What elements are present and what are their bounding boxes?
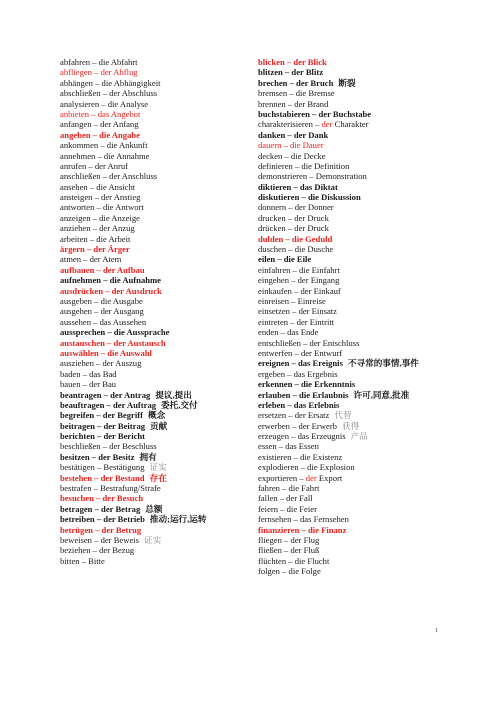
word-entry: ergeben – das Ergebnis (258, 368, 338, 379)
translation-note: 获得 (341, 420, 360, 431)
word-entry: ausdrücken – der Ausdruck (60, 285, 162, 296)
word-entry: decken – die Decke (258, 150, 326, 161)
word-entry: berichten – der Bericht (60, 431, 146, 442)
word-entry: danken – der Dank (258, 129, 329, 140)
word-entry: buchstabieren – der Buchstabe (258, 108, 372, 119)
word-entry: einkaufen – der Einkauf (258, 285, 341, 296)
word-entry: demonstrieren – Demonstration (258, 171, 367, 182)
translation-note: 概念 (147, 410, 166, 421)
word-entry: anrufen – der Anruf (60, 160, 129, 171)
word-entry: diktieren – das Diktat (258, 181, 338, 192)
word-entry (60, 535, 206, 545)
page-number: 1 (435, 628, 438, 634)
word-entry: bestrafen – Bestrafung/Strafe (60, 483, 161, 494)
word-entry: analysieren – die Analyse (60, 98, 149, 109)
word-entry: eintreten – der Eintritt (258, 316, 335, 327)
word-pair-text: erlauben – die Erlaubnis (258, 389, 349, 400)
word-entry: drücken – der Druck (258, 223, 329, 234)
word-entry: annehmen – die Annahme (60, 150, 150, 161)
word-entry (258, 410, 419, 420)
word-entry: eingehen – der Eingang (258, 275, 340, 286)
translation-note: 总额 (145, 503, 163, 514)
translation-note: 推动;运行,运转 (149, 514, 207, 525)
translation-note: 许可,同意,批准 (353, 389, 410, 400)
word-entry: flüchten – die Flucht (258, 555, 330, 566)
translation-note: 委托,交付 (161, 399, 198, 410)
word-pair-text: betragen – der Betrag (60, 503, 141, 514)
word-entry: brennen – der Brand (258, 98, 329, 109)
word-entry: finanzieren – die Finanz (258, 524, 347, 535)
word-entry: auswählen – die Auswahl (60, 347, 152, 358)
translation-note: 证实 (144, 534, 162, 545)
word-entry: fallen – der Fall (258, 493, 313, 504)
translation-note: 证实 (149, 462, 167, 473)
word-entry (60, 390, 206, 400)
word-entry: bitten – Bitte (60, 555, 105, 566)
word-entry (60, 400, 206, 410)
word-pair-text: erwerben – der Erwerb (258, 420, 337, 431)
word-entry: bauen – der Bau (60, 379, 117, 390)
word-list-left-column (60, 57, 206, 566)
word-entry: enden – das Ende (258, 327, 319, 338)
word-list-right-column (258, 57, 419, 577)
word-entry: folgen – die Folge (258, 566, 321, 577)
translation-note: 代替 (334, 410, 352, 421)
word-entry: erleben – das Erlebnis (258, 399, 340, 410)
word-entry (60, 410, 206, 420)
word-entry: donnern – der Donner (258, 202, 334, 213)
word-entry: abhängen – die Abhängigkeit (60, 77, 161, 88)
word-entry: ausgehen – der Ausgang (60, 306, 144, 317)
word-entry: abschließen – der Abschluss (60, 88, 158, 99)
word-entry: entwerfen – der Entwurf (258, 347, 343, 358)
word-entry: anfangen – der Anfang (60, 119, 139, 130)
word-pair-text: erzeugen – das Erzeugnis (258, 431, 346, 442)
word-entry: eilen – die Eile (258, 254, 312, 265)
word-entry: duschen – die Dusche (258, 244, 334, 255)
word-entry: anziehen – der Anzug (60, 223, 135, 234)
translation-note: 不寻常的事情,事件 (347, 358, 419, 369)
word-entry (60, 462, 206, 472)
word-entry: einsetzen – der Einsatz (258, 306, 337, 317)
translation-note: 拥有 (139, 451, 157, 462)
word-entry: bremsen – die Bremse (258, 88, 335, 99)
translation-note: 贡献 (150, 420, 168, 431)
word-entry: anbieten – das Angebot (60, 108, 141, 119)
word-entry (60, 452, 206, 462)
word-entry: fliegen – der Flug (258, 534, 320, 545)
word-entry: betrügen – der Betrug (60, 524, 142, 535)
word-entry: feiern – die Feier (258, 503, 317, 514)
word-entry (258, 421, 419, 431)
word-entry: explodieren – die Explosion (258, 462, 355, 473)
word-entry: dauern – die Dauer (258, 140, 324, 151)
word-entry: ansteigen – der Anstieg (60, 192, 141, 203)
word-entry: abfliegen – der Abflug (60, 67, 138, 78)
word-entry: beziehen – der Bezug (60, 545, 135, 556)
word-entry: anschließen – der Anschluss (60, 171, 158, 182)
translation-note: 产品 (350, 431, 368, 442)
word-pair-text: besitzen – der Besitz (60, 451, 135, 462)
word-entry: antworten – die Antwort (60, 202, 144, 213)
word-entry: besuchen – der Besuch (60, 493, 144, 504)
word-pair-text: beitragen – der Beitrag (60, 420, 146, 431)
word-entry: baden – das Bad (60, 368, 117, 379)
word-entry: fließen – der Fluß (258, 545, 320, 556)
word-entry: einfahren – die Einfahrt (258, 264, 340, 275)
word-entry: essen – das Essen (258, 441, 319, 452)
word-entry: angeben – die Angabe (60, 129, 140, 140)
word-entry: aufbauen – der Aufbau (60, 264, 145, 275)
word-entry: blitzen – der Blitz (258, 67, 324, 78)
word-entry: fernsehen – das Fernsehen (258, 514, 349, 525)
word-entry (258, 78, 419, 88)
word-entry: einreisen – Einreise (258, 295, 326, 306)
word-pair-text: ersetzen – der Ersatz (258, 410, 330, 421)
word-pair-text: beantragen – der Antrag (60, 389, 151, 400)
word-entry: dulden – die Geduld (258, 233, 333, 244)
word-entry: austauschen – der Austausch (60, 337, 166, 348)
word-entry: charakterisieren – der Charakter (258, 119, 369, 130)
word-entry: ansehen – die Ansicht (60, 181, 136, 192)
word-pair-text: beauftragen – der Auftrag (60, 399, 157, 410)
word-entry: aufnehmen – die Aufnahme (60, 275, 161, 286)
word-entry: ausziehen – der Auszug (60, 358, 142, 369)
word-entry: anzeigen – die Anzeige (60, 212, 140, 223)
word-entry: aussehen – das Aussehen (60, 316, 147, 327)
word-entry: entschließen – der Entschluss (258, 337, 360, 348)
word-pair-text: beweisen – der Beweis (60, 534, 139, 545)
translation-note: 断裂 (338, 77, 356, 88)
word-pair-text: bestehen – der Bestand (60, 472, 145, 483)
word-entry: abfahren – die Abfahrt (60, 57, 138, 67)
word-entry: aussprechen – die Aussprache (60, 327, 170, 338)
word-pair-text: betreiben – der Betrieb (60, 514, 145, 525)
word-entry: blicken – der Blick (258, 57, 327, 67)
word-entry (60, 514, 206, 524)
word-entry: ärgern – der Ärger (60, 244, 130, 255)
word-entry: beschließen – der Beschluss (60, 441, 157, 452)
word-pair-text: ereignen – das Ereignis (258, 358, 343, 369)
translation-note: 提议,提出 (155, 389, 192, 400)
word-entry: ankommen – die Ankunft (60, 140, 148, 151)
word-entry: erkennen – die Erkenntnis (258, 379, 356, 390)
word-entry: atmen – der Atem (60, 254, 122, 265)
word-entry: exportieren – der Export (258, 472, 343, 483)
translation-note: 存在 (149, 472, 167, 483)
word-entry: ausgeben – die Ausgabe (60, 295, 143, 306)
word-entry (258, 431, 419, 441)
word-entry: diskutieren – die Diskussion (258, 192, 361, 203)
word-entry: definieren – die Definition (258, 160, 350, 171)
word-entry (60, 473, 206, 483)
word-pair-text: begreifen – der Begriff (60, 410, 143, 421)
word-entry (60, 421, 206, 431)
word-pair-text: brechen – der Bruch (258, 77, 334, 88)
word-entry: fahren – die Fahrt (258, 483, 320, 494)
word-entry: arbeiten – die Arbeit (60, 233, 131, 244)
word-entry (60, 504, 206, 514)
word-entry (258, 390, 419, 400)
word-entry: existieren – die Existenz (258, 451, 343, 462)
word-entry (258, 358, 419, 368)
word-entry: drucken – der Druck (258, 212, 329, 223)
word-pair-text: bestätigen – Bestätigung (60, 462, 145, 473)
